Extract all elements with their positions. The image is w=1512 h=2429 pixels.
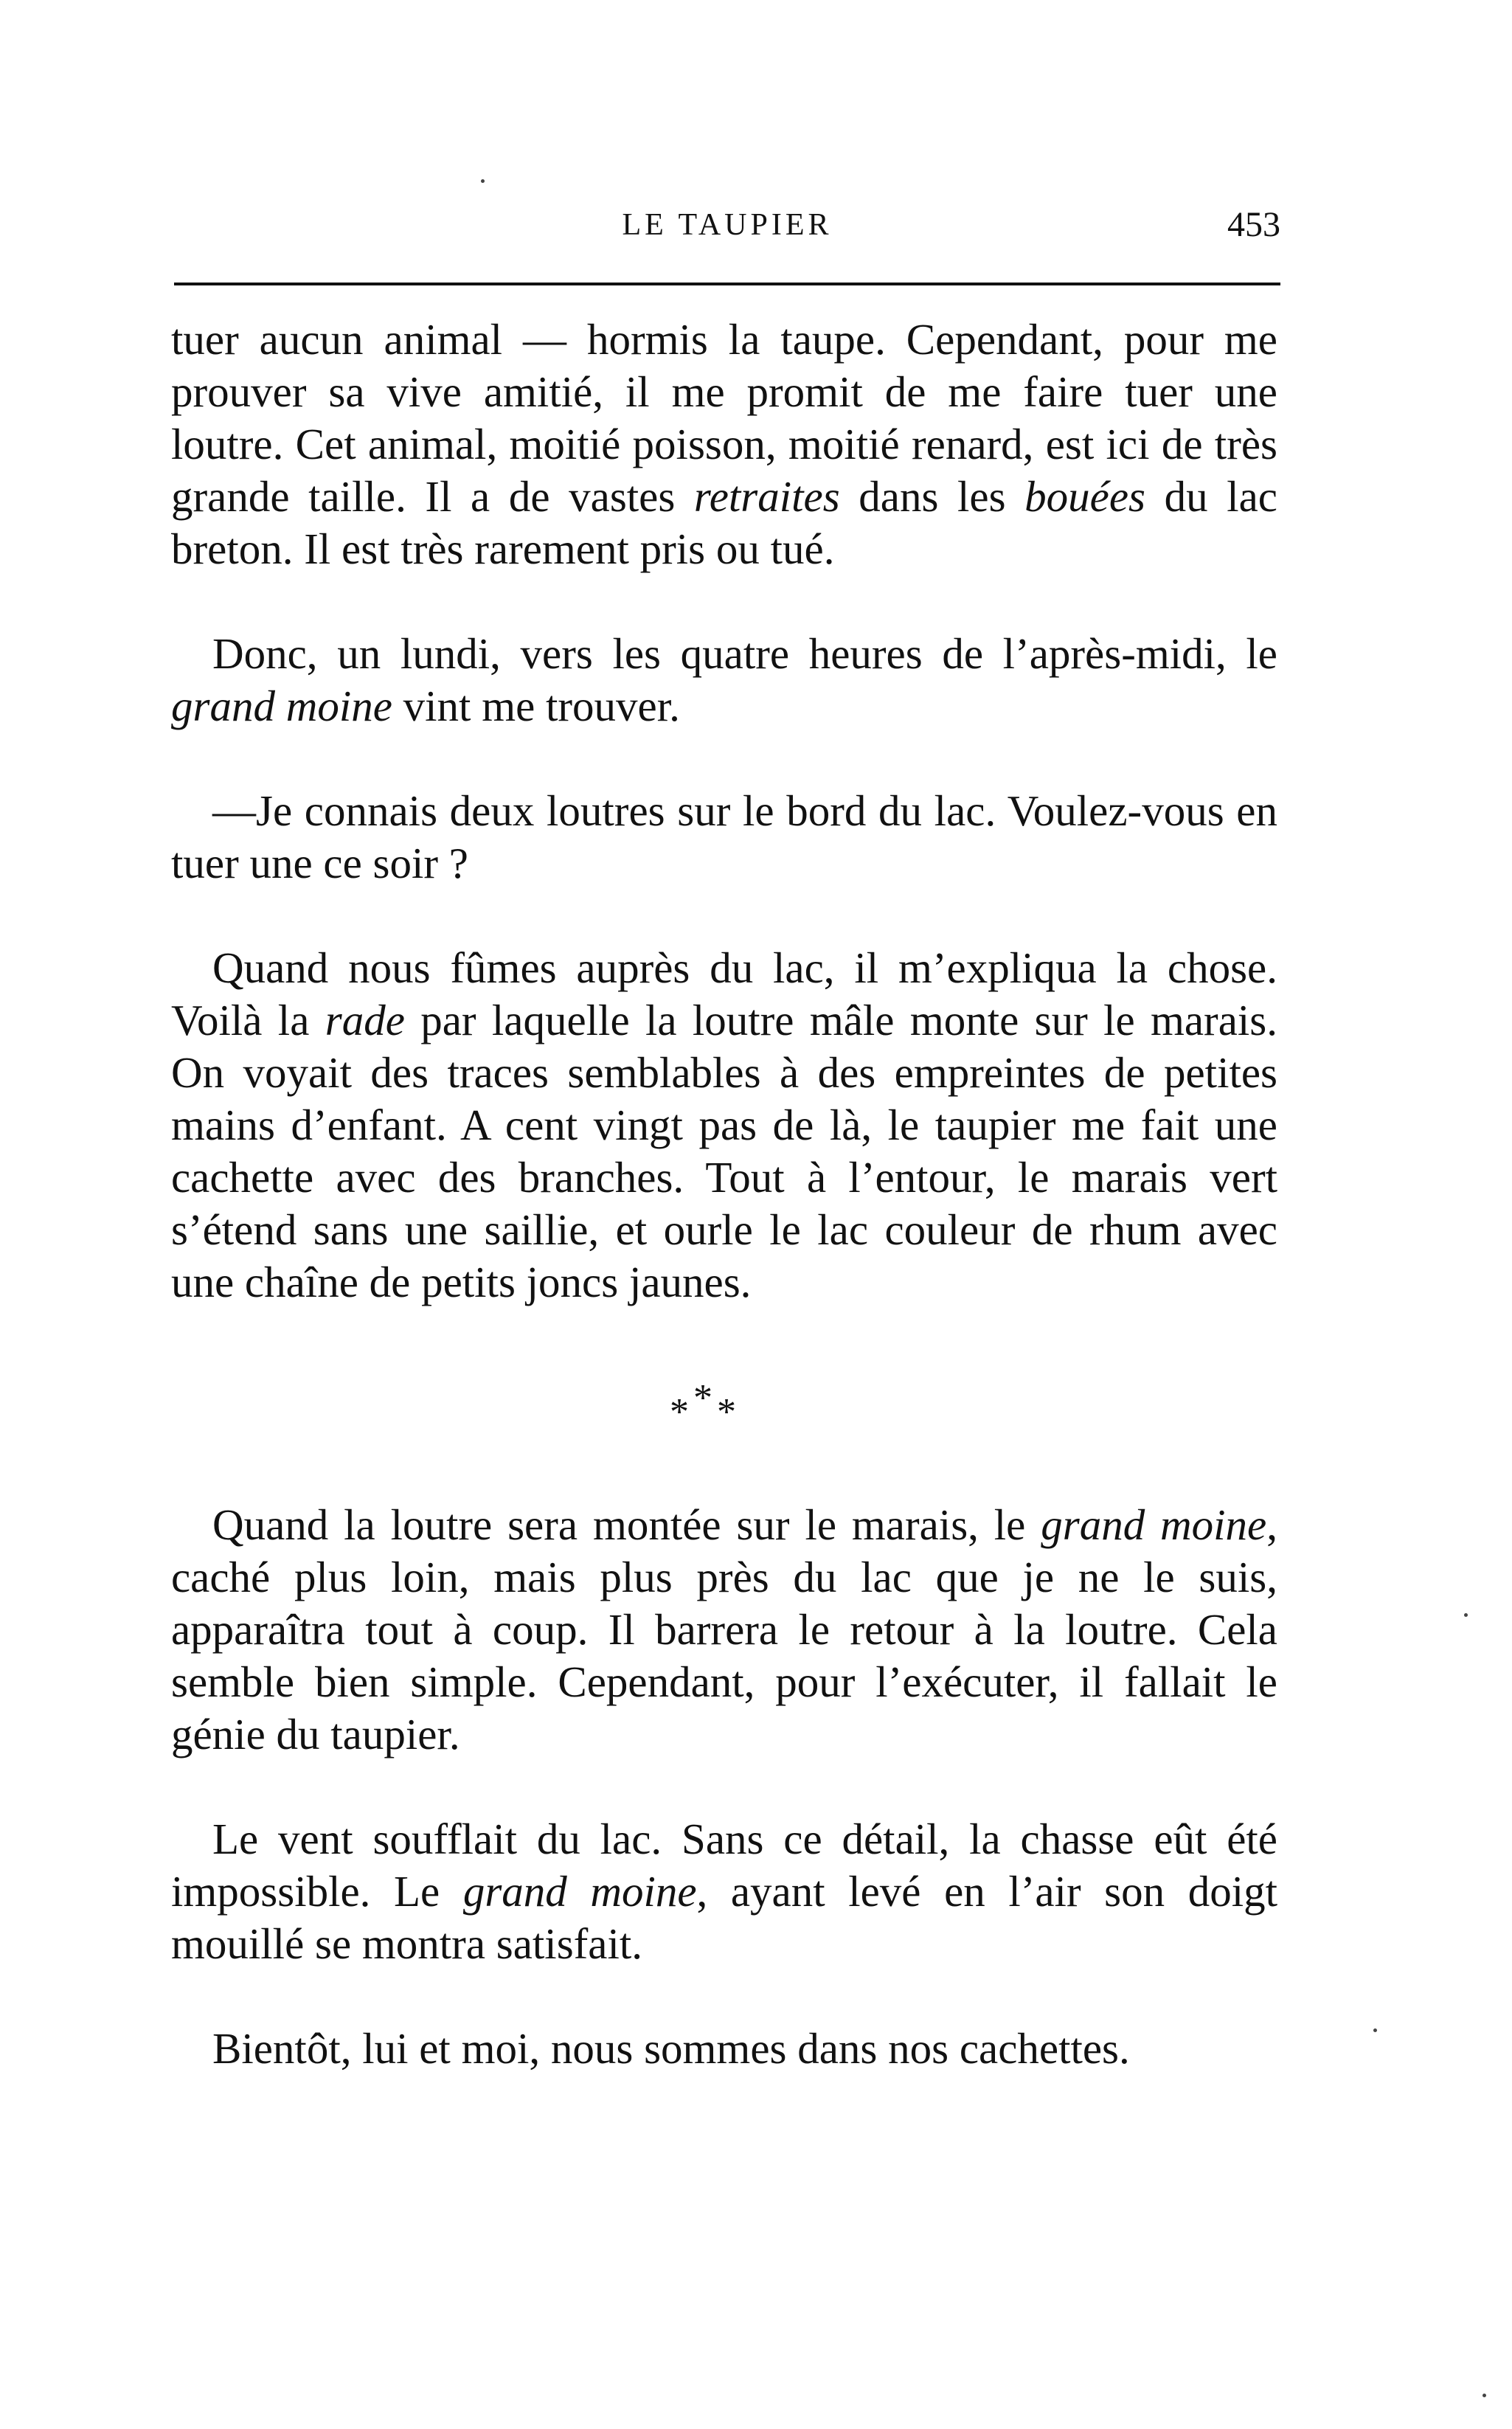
paragraph bbox=[171, 1813, 1277, 1970]
paragraph bbox=[171, 785, 1277, 890]
paragraph-gap bbox=[171, 575, 1277, 628]
header-rule bbox=[174, 283, 1280, 285]
text-run: , ayant levé en l’air son doigt mouillé se montra satisfait. bbox=[171, 1867, 1277, 1968]
italic-text: grand moine bbox=[462, 1867, 697, 1916]
italic-text: grand moine bbox=[171, 682, 392, 730]
text-run: Le vent soufflait du lac. Sans ce détail, la chasse eût été impossible. Le bbox=[171, 1815, 1277, 1916]
asterisk: * bbox=[693, 1377, 712, 1419]
body-text bbox=[171, 313, 1277, 2075]
text-run: Donc, un lundi, vers les quatre heures de l’après-midi, le bbox=[212, 629, 1277, 678]
section-break-asterism bbox=[171, 1309, 1277, 1499]
scan-speck bbox=[1464, 1613, 1468, 1617]
paragraph bbox=[171, 2023, 1277, 2075]
paragraph bbox=[171, 942, 1277, 1309]
running-title: LE TAUPIER bbox=[622, 208, 833, 242]
text-run: —Je connais deux loutres sur le bord du lac. Voulez-vous en tuer une ce soir ? bbox=[171, 786, 1277, 887]
text-run: , caché plus loin, mais plus près du lac que je ne le suis, apparaîtra tout à coup. Il barrera le retour à la loutre. Cela semble bien simple. Cependant, pour l’exécuter, il fallait le génie du taupier. bbox=[171, 1500, 1277, 1758]
text-run: du lac breton. Il est très rarement pris ou tué. bbox=[171, 472, 1277, 573]
text-run: Quand nous fûmes auprès du lac, il m’expliqua la chose. Voilà la bbox=[171, 943, 1277, 1044]
paragraph-gap bbox=[171, 1761, 1277, 1813]
text-run: Bientôt, lui et moi, nous sommes dans nos cachettes. bbox=[212, 2024, 1130, 2073]
paragraph bbox=[171, 313, 1277, 575]
asterisk: * bbox=[670, 1391, 689, 1433]
italic-text: grand moine bbox=[1041, 1500, 1267, 1549]
italic-text: bouées bbox=[1024, 472, 1146, 521]
text-run: dans les bbox=[839, 472, 1025, 521]
paragraph-gap bbox=[171, 890, 1277, 942]
asterisk: * bbox=[717, 1391, 736, 1433]
text-run: Quand la loutre sera montée sur le marais, le bbox=[212, 1500, 1041, 1549]
italic-text: rade bbox=[325, 996, 405, 1044]
scan-speck bbox=[1373, 2028, 1377, 2032]
paragraph-gap bbox=[171, 1970, 1277, 2023]
italic-text: retraites bbox=[693, 472, 840, 521]
scan-speck bbox=[481, 179, 485, 183]
paragraph-gap bbox=[171, 732, 1277, 785]
text-run: par laquelle la loutre mâle monte sur le marais. On voyait des traces semblables à des empreintes de petites mains d’enfant. A cent vingt pas de là, le taupier me fait une cachette avec des branches. Tout à l’entour, le marais vert s’étend sans une saillie, et ourle le lac couleur de rhum avec une chaîne de petits joncs jaunes. bbox=[171, 996, 1277, 1306]
paragraph bbox=[171, 1499, 1277, 1761]
scan-speck bbox=[1482, 2394, 1486, 2397]
page-number: 453 bbox=[1227, 205, 1280, 244]
paragraph bbox=[171, 628, 1277, 732]
running-head bbox=[174, 199, 1280, 251]
text-run: tuer aucun animal — hormis la taupe. Cependant, pour me prouver sa vive amitié, il me promit de me faire tuer une loutre. Cet animal, moitié poisson, moitié renard, est ici de très grande taille. Il a de vastes bbox=[171, 315, 1277, 521]
text-run: vint me trouver. bbox=[392, 682, 680, 730]
